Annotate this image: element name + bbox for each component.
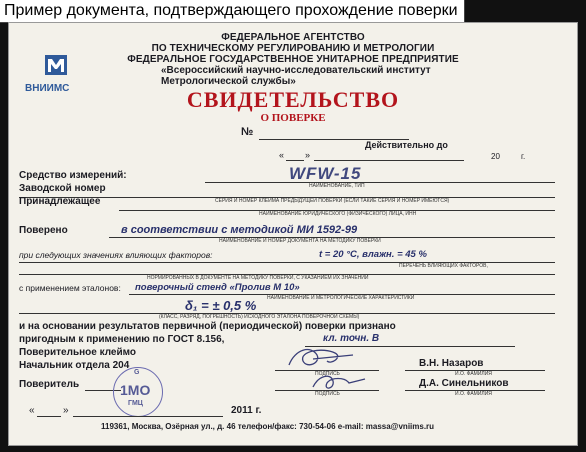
factors-caption: ПЕРЕЧЕНЬ ВЛИЯЮЩИХ ФАКТОРОВ, — [399, 263, 488, 269]
date-open-quote: « — [29, 405, 35, 416]
valid-year-suffix: г. — [521, 152, 526, 161]
verified-caption: НАИМЕНОВАНИЕ И НОМЕР ДОКУМЕНТА НА МЕТОДИКУ ПОВЕРКИ — [219, 238, 381, 244]
instrument-value: WFW-15 — [289, 164, 362, 183]
instrument-line — [205, 182, 555, 183]
header-line-2: ПО ТЕХНИЧЕСКОМУ РЕГУЛИРОВАНИЮ И МЕТРОЛОГИИ — [151, 43, 435, 54]
footer-contacts: 119361, Москва, Озёрная ул., д. 46 телефон/факс: 730-54-06 e-mail: massa@vniims.ru — [101, 422, 435, 431]
date-day-line — [37, 416, 61, 417]
standards-label: с применением эталонов: — [19, 283, 121, 293]
valid-date-open-quote: « — [279, 150, 285, 160]
factors-value: t = 20 °С, влажн. = 45 % — [319, 249, 427, 260]
serial-label: Заводской номер — [19, 183, 106, 194]
certificate-subtitle: О ПОВЕРКЕ — [260, 112, 326, 124]
header-line-3: ФЕДЕРАЛЬНОЕ ГОСУДАРСТВЕННОЕ УНИТАРНОЕ ПРЕДПРИЯТИЕ — [127, 54, 459, 65]
number-label: № — [241, 126, 254, 138]
valid-day-line — [286, 160, 304, 161]
date-month-line — [73, 416, 223, 417]
head-label: Начальник отдела 204 — [19, 360, 130, 371]
owner-caption: НАИМЕНОВАНИЕ ЮРИДИЧЕСКОГО (ФИЗИЧЕСКОГО) ЛИЦА, ИНН — [259, 211, 417, 217]
certificate-title: СВИДЕТЕЛЬСТВО — [186, 87, 400, 112]
head-signature — [283, 343, 363, 373]
owner-label: Принадлежащее — [19, 196, 101, 207]
date-year: 2011 г. — [231, 405, 262, 416]
factors-caption-2: НОРМИРОВАННЫХ В ДОКУМЕНТЕ НА МЕТОДИКУ ПОВЕРКИ, С УКАЗАНИЕМ ИХ ЗНАЧЕНИЙ — [147, 275, 369, 281]
instrument-caption-series: СЕРИЯ И НОМЕР КЛЕЙМА ПРЕДЫДУЩЕЙ ПОВЕРКИ (ЕСЛИ ТАКИЕ СЕРИЯ И НОМЕР ИМЕЮТСЯ) — [215, 198, 450, 204]
head-sign-caption: ПОДПИСЬ — [315, 371, 340, 377]
conclusion-accuracy-class: кл. точн. В — [323, 333, 380, 344]
instrument-label: Средство измерений: — [19, 170, 127, 181]
standards-value: поверочный стенд «Пролив М 10» — [135, 282, 300, 293]
stamp-label: Поверительное клеймо — [19, 347, 137, 358]
verifier-sign-caption: ПОДПИСЬ — [315, 391, 340, 397]
certificate-sheet — [8, 22, 578, 446]
instrument-caption-name: НАИМЕНОВАНИЕ, ТИП — [309, 183, 365, 189]
verifier-name: Д.А. Синельников — [419, 378, 509, 389]
valid-month-line — [314, 160, 464, 161]
head-name-caption: И.О. ФАМИЛИЯ — [455, 371, 492, 377]
logo-text: ВНИИМС — [25, 83, 70, 94]
verification-stamp — [113, 367, 163, 417]
stamp-bottom-text: ГМЦ — [128, 400, 143, 407]
verifier-label: Поверитель — [19, 379, 80, 390]
stamp-center-text: 1МО — [120, 382, 151, 398]
header-line-5: Метрологической службы» — [161, 76, 296, 87]
conclusion-line-2: пригодным к применению по ГОСТ 8.156, — [19, 334, 225, 345]
valid-date-close-quote: » — [305, 150, 311, 160]
header-line-1: ФЕДЕРАЛЬНОЕ АГЕНТСТВО — [221, 32, 365, 43]
standards-caption-2: (КЛАСС, РАЗРЯД, ПОГРЕШНОСТЬ) ИСХОДНОГО ЭТАЛОНА ПОВЕРОЧНОЙ СХЕМЫ) — [159, 314, 360, 320]
caption-banner: Пример документа, подтверждающего прохождение поверки — [0, 0, 465, 23]
verifier-name-caption: И.О. ФАМИЛИЯ — [455, 391, 492, 397]
header-line-4: «Всероссийский научно-исследовательский институт — [161, 65, 431, 76]
verified-value: в соответствии с методикой МИ 1592-99 — [121, 224, 358, 236]
standards-caption: НАИМЕНОВАНИЕ И МЕТРОЛОГИЧЕСКИЕ ХАРАКТЕРИСТИКИ — [267, 295, 415, 301]
head-name: В.Н. Назаров — [419, 358, 484, 369]
valid-year-prefix: 20 — [491, 152, 500, 161]
date-close-quote: » — [63, 405, 69, 416]
verified-label: Поверено — [19, 225, 68, 236]
standards-accuracy: δ₁ = ± 0,5 % — [185, 298, 257, 313]
conclusion-line-1: и на основании результатов первичной (периодической) поверки признано — [19, 321, 396, 332]
stamp-top-text: G — [134, 369, 140, 376]
valid-until-label: Действительно до — [365, 140, 448, 150]
factors-label: при следующих значениях влияющих факторов: — [19, 250, 213, 260]
